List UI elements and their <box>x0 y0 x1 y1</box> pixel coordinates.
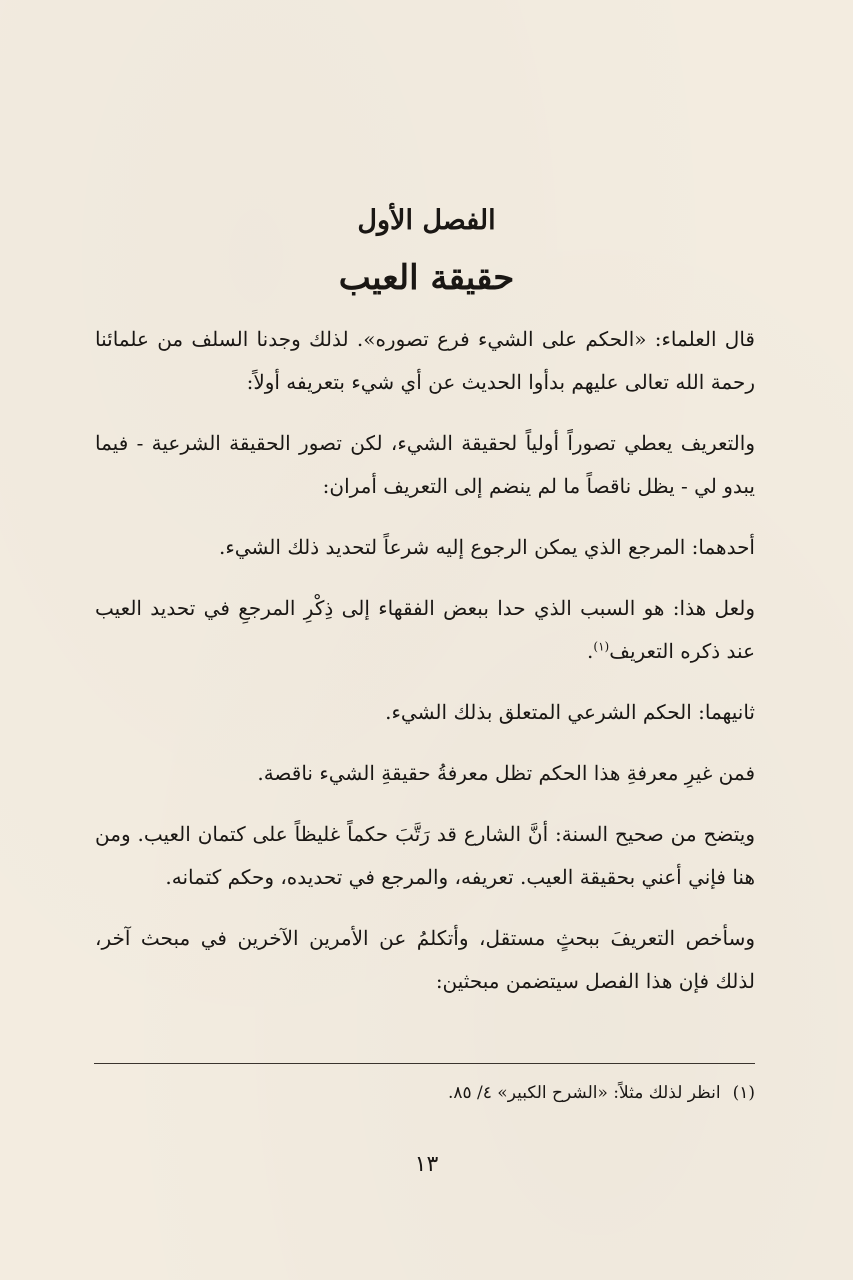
page-number: ١٣ <box>414 1152 439 1177</box>
footnote-text: انظر لذلك مثلاً: «الشرح الكبير» ٤/ ٨٥. <box>447 1083 721 1103</box>
paragraph-3: أحدهما: المرجع الذي يمكن الرجوع إليه شرعاً لتحديد ذلك الشيء. <box>219 535 755 559</box>
paragraph-4-text: ولعل هذا: هو السبب الذي حدا ببعض الفقهاء إلى ذِكْرِ المرجعِ في تحديد العيب عند ذكره التعريف <box>95 596 755 663</box>
paragraph-5: ثانيهما: الحكم الشرعي المتعلق بذلك الشيء. <box>385 700 755 724</box>
paragraph-4-end: . <box>587 639 594 663</box>
paragraph-8: وسأخص التعريفَ ببحثٍ مستقل، وأتكلمُ عن الأمرين الآخرين في مبحث آخر، لذلك فإن هذا الفصل سيتضمن مبحثين: <box>95 926 755 993</box>
chapter-subtitle: حقيقة العيب <box>338 258 515 298</box>
paragraph-6: فمن غيرِ معرفةِ هذا الحكم تظل معرفةُ حقيقةِ الشيء ناقصة. <box>257 761 755 785</box>
paragraph-7: ويتضح من صحيح السنة: أنَّ الشارع قد رَتَّبَ حكماً غليظاً على كتمان العيب. ومن هنا فإني أعني بحقيقة العيب. تعريفه، والمرجع في تحديده، وحكم كتمانه. <box>95 822 755 889</box>
paragraph-1: قال العلماء: «الحكم على الشيء فرع تصوره». لذلك وجدنا السلف من علمائنا رحمة الله تعالى عليهم بدأوا الحديث عن أي شيء بتعريفه أولاً: <box>95 327 755 394</box>
paragraph-2: والتعريف يعطي تصوراً أولياً لحقيقة الشيء، لكن تصور الحقيقة الشرعية - فيما يبدو لي - يظل ناقصاً ما لم ينضم إلى التعريف أمران: <box>95 431 755 498</box>
footnote-divider <box>94 1063 755 1064</box>
footnote-number: (١) <box>732 1083 755 1103</box>
footnote <box>95 1078 755 1108</box>
footnote-reference: (١) <box>593 639 610 654</box>
body-text <box>95 318 755 1015</box>
paragraph-4 <box>95 587 755 673</box>
chapter-title: الفصل الأول <box>357 205 496 236</box>
